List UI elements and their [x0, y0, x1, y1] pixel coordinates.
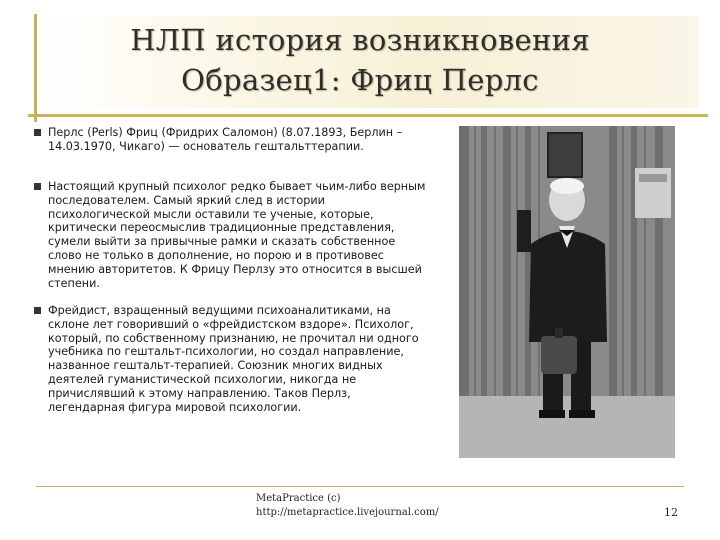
slide-title [40, 20, 680, 100]
footer-rule [36, 486, 684, 487]
portrait-photo-image [459, 126, 675, 458]
bullet-text: Фрейдист, взращенный ведущими психоаналитиками, на склоне лет говоривший о «фрейдистском вздоре». Психолог, который, по собственному признанию, не прочитал ни одного учебника по гештальт-психологии, но создал направление, названное гештальт-терапией. Союзник многих видных деятелей гуманистической психологии, никогда не причислявший к этому направлению. Таков Перлз, легендарная фигура мировой психологии. [48, 304, 419, 414]
footer-copyright: MetaPractice (c) [256, 493, 341, 504]
bullet-text: Настоящий крупный психолог редко бывает чьим-либо верным последователем. Самый яркий след в истории психологической мысли оставили те ученые, которые, критически переосмыслив традиционные представления, сумели выйти за привычные рамки и сказать собственное слово не только в дополнение, но порою и в противовес мнению авторитетов. К Фрицу Перлзу это относится в высшей степени. [48, 180, 426, 290]
footer-url: http://metapractice.livejournal.com/ [256, 507, 439, 518]
square-bullet-icon [34, 183, 41, 190]
square-bullet-icon [34, 129, 41, 136]
bullet-text: Перлс (Perls) Фриц (Фридрих Саломон) (8.07.1893, Берлин – 14.03.1970, Чикаго) — основатель гештальттерапии. [48, 126, 403, 153]
footer [256, 492, 439, 520]
portrait-photo [459, 126, 675, 458]
gold-horizontal-rule [28, 114, 708, 117]
page-number: 12 [664, 506, 678, 519]
title-line-1: НЛП история возникновения [130, 23, 590, 57]
square-bullet-icon [34, 307, 41, 314]
gold-vertical-rule [34, 14, 37, 122]
title-line-2: Образец1: Фриц Перлс [181, 63, 539, 97]
